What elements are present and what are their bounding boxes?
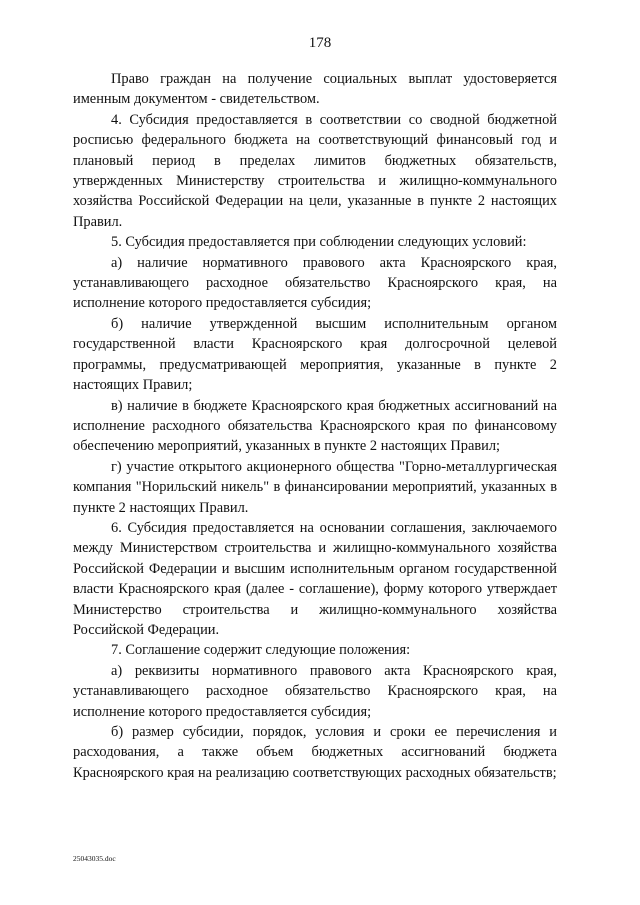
paragraph-5-v: в) наличие в бюджете Красноярского края бюджетных ассигнований на исполнение расходного обязательства Красноярского края по финансовому обеспечению мероприятий, указанных в пункте 2 настоящих Правил; — [73, 397, 557, 455]
document-body — [73, 69, 557, 783]
paragraph-4: 4. Субсидия предоставляется в соответствии со сводной бюджетной росписью федерального бюджета на соответствующий финансовый год и плановый период в пределах лимитов бюджетных обязательств, утвержденных Министерству строительства и жилищно-коммунального хозяйства Российской Федерации на цели, указанные в пункте 2 настоящих Правил. — [73, 111, 557, 230]
paragraph-7: 7. Соглашение содержит следующие положения: — [111, 642, 411, 659]
paragraph-7-b: б) размер субсидии, порядок, условия и сроки ее перечисления и расходования, а также объем бюджетных ассигнований бюджета Красноярского края на реализацию соответствующих расходных обязательств; — [73, 724, 557, 781]
paragraph-5-a: а) наличие нормативного правового акта Красноярского края, устанавливающего расходное обязательство Красноярского края, на исполнение которого предоставляется субсидия; — [73, 254, 557, 312]
paragraph-certificate: Право граждан на получение социальных выплат удостоверяется именным документом - свидетельством. — [73, 71, 557, 108]
paragraph-5-g: г) участие открытого акционерного общества "Горно-металлургическая компания "Норильский никель" в финансировании мероприятий, указанных в пункте 2 настоящих Правил. — [73, 458, 557, 516]
page-number: 178 — [308, 35, 332, 51]
paragraph-7-a: а) реквизиты нормативного правового акта Красноярского края, устанавливающего расходное обязательство Красноярского края, на исполнение которого предоставляется субсидия; — [73, 662, 557, 720]
paragraph-5: 5. Субсидия предоставляется при соблюдении следующих условий: — [111, 234, 527, 251]
paragraph-5-b: б) наличие утвержденной высшим исполнительным органом государственной власти Красноярского края долгосрочной целевой программы, предусматривающей мероприятия, указанные в пункте 2 настоящих Правил; — [73, 315, 557, 394]
document-filename: 25043035.doc — [73, 854, 116, 863]
paragraph-6: 6. Субсидия предоставляется на основании соглашения, заключаемого между Министерством строительства и жилищно-коммунального хозяйства Российской Федерации и высшим исполнительным органом государственной власти Красноярского края (далее - соглашение), форму которого утверждает Министерство строительства и жилищно-коммунального хозяйства Российской Федерации. — [73, 519, 557, 638]
